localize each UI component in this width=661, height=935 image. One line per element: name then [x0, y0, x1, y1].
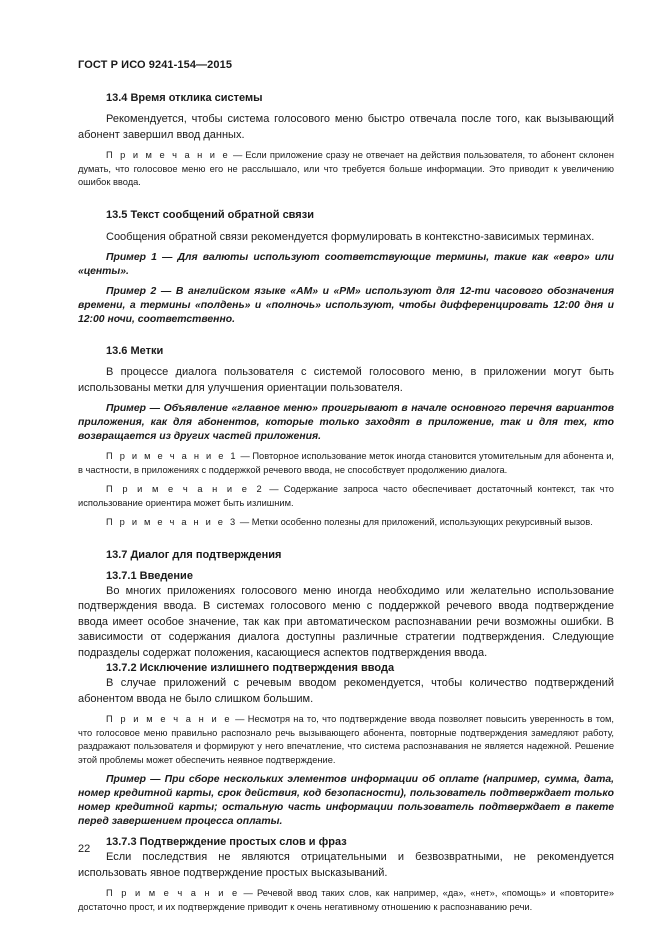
example: Пример — При сборе нескольких элементов информации об оплате (например, сумма, дата, номер кредитной карты, срок действия, код безопасности), пользователь подтверждает только номер кредитной карты; остальную часть информации пользователь подтверждает в пакете перед завершением процесса оплаты. [78, 774, 614, 827]
note-label: П р и м е ч а н и е [106, 714, 232, 724]
paragraph: Сообщения обратной связи рекомендуется формулировать в контекстно-зависимых терминах. [106, 230, 595, 243]
note [78, 516, 614, 530]
note-label: П р и м е ч а н и е 1 [106, 451, 238, 461]
page-content [78, 91, 614, 914]
note [78, 713, 614, 767]
note-label: П р и м е ч а н и е [106, 888, 240, 898]
subsection-heading-13-7-2: 13.7.2 Исключение излишнего подтверждения ввода [106, 662, 395, 674]
example: Пример 1 — Для валюты используют соответствующие термины, такие как «евро» или «центы». [78, 252, 614, 277]
paragraph: Во многих приложениях голосового меню иногда необходимо или желательно использование подтверждения ввода. В системах голосового меню с поддержкой речевого ввода подтверждение ввода имеет особое значение, так как при автоматическом распознавании речи возможны ошибки. В зависимости от содержания диалога доступны различные стратегии подтверждения. Следующие подразделы содержат положения, касающиеся аспектов подтверждения ввода. [78, 584, 614, 659]
note-text: — Речевой ввод таких слов, как например, «да», «нет», «помощь» и «повторите» достаточно прост, и их подтверждение приводит к очень негативному отношению к распознаванию речи. [78, 888, 614, 912]
section-heading-13-5: 13.5 Текст сообщений обратной связи [106, 208, 314, 221]
note-text: — Метки особенно полезны для приложений, использующих рекурсивный вызов. [239, 517, 593, 527]
note-text: — Несмотря на то, что подтверждение ввода позволяет повысить уверенность в том, что голосовое меню правильно распознало речь вызывающего абонента, повторные подтверждения замедляют работу, раздражают пользователя и формируют у него впечатление, что система распознавания не является надежной. Решение этой проблемы может обеспечить неявное подтверждение. [78, 714, 614, 765]
subsection-heading-13-7-3: 13.7.3 Подтверждение простых слов и фраз [106, 836, 347, 848]
document-header: ГОСТ Р ИСО 9241-154—2015 [78, 59, 233, 71]
page-number: 22 [78, 843, 91, 855]
subsection-heading-13-7-1: 13.7.1 Введение [106, 569, 193, 582]
note [78, 149, 614, 190]
note-label: П р и м е ч а н и е 2 [106, 484, 264, 494]
paragraph: Если последствия не являются отрицательными и безвозвратными, не рекомендуется использовать явное подтверждение простых высказываний. [78, 851, 614, 879]
paragraph: В процессе диалога пользователя с системой голосового меню, в приложении могут быть использованы метки для улучшения ориентации пользователя. [78, 366, 614, 394]
example: Пример 2 — В английском языке «AM» и «PM» используют для 12-ти часового обозначения времени, а термины «полдень» и «полночь» используют, чтобы дифференцировать 12:00 дня и 12:00 ночи, соответственно. [78, 286, 614, 325]
note [78, 887, 614, 914]
note-label: П р и м е ч а н и е [106, 150, 230, 160]
section-heading-13-6: 13.6 Метки [106, 345, 164, 357]
paragraph: Рекомендуется, чтобы система голосового меню быстро отвечала после того, как вызывающий абонент завершил ввод данных. [78, 113, 614, 141]
note [78, 483, 614, 510]
note-text: — Если приложение сразу не отвечает на действия пользователя, то абонент склонен думать, что голосовое меню его не расслышало, или что требуется больше информации. Это приводит к увеличению ошибок ввода. [78, 150, 614, 187]
note [78, 450, 614, 477]
note-label: П р и м е ч а н и е 3 [106, 517, 238, 527]
example: Пример — Объявление «главное меню» проигрывают в начале основного перечня вариантов приложения, как для абонентов, которые только заходят в приложение, так и для тех, кто возвращается из других частей приложения. [78, 403, 614, 442]
section-heading-13-7: 13.7 Диалог для подтверждения [106, 548, 282, 561]
section-heading-13-4: 13.4 Время отклика системы [106, 92, 263, 104]
paragraph: В случае приложений с речевым вводом рекомендуется, чтобы количество подтверждений абонентом ввода не было слишком большим. [78, 677, 614, 705]
note-text: — Содержание запроса часто обеспечивает достаточный контекст, так что использование ориентира может быть излишним. [78, 484, 614, 508]
note-text: — Повторное использование меток иногда становится утомительным для абонента и, в частности, в приложениях с поддержкой речевого ввода, не способствует продолжению диалога. [78, 451, 614, 475]
